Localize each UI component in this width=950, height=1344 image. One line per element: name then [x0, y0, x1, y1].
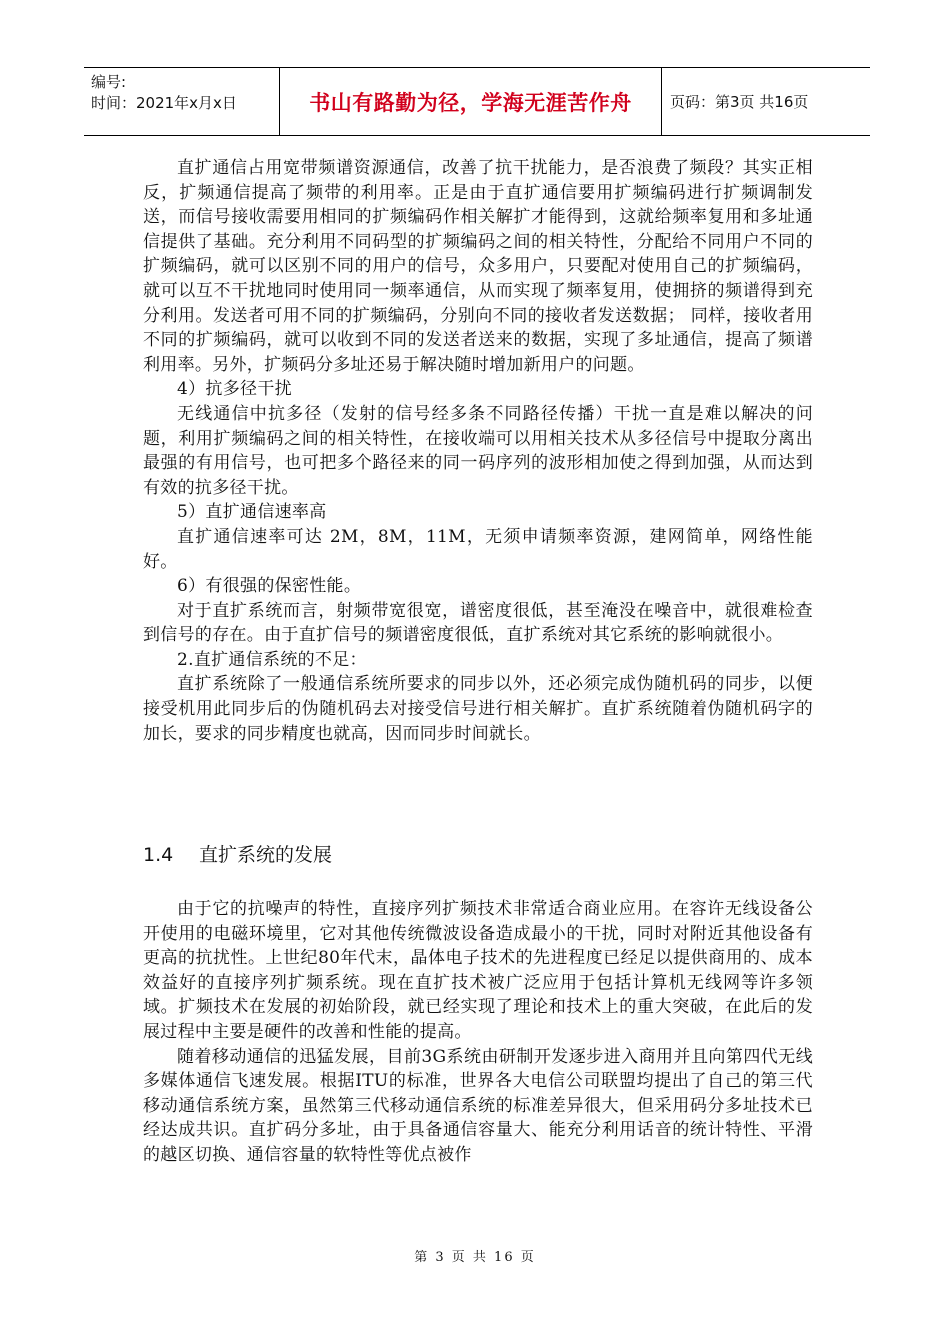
body-section-a: [143, 156, 813, 746]
item-heading-rate: 5）直扩通信速率高: [177, 502, 327, 523]
paragraph-mobile-communication: 随着移动通信的迅猛发展，目前3G系统由研制开发逐步进入商用并且向第四代无线多媒体通信飞速发展。根据ITU的标准，世界各大电信公司联盟均提出了自己的第三代移动通信系统方案，虽然第三代移动通信系统的标准差异很大，但采用码分多址技术已经达成共识。直扩码分多址，由于具备通信容量大、能充分利用话音的统计特性、平滑的越区切换、通信容量的软特性等优点被作: [143, 1046, 813, 1165]
time-label: 时间：2021年x月x日: [91, 94, 237, 112]
paragraph-shortcomings: 直扩系统除了一般通信系统所要求的同步以外，还必须完成伪随机码的同步，以便接受机用此同步后的伪随机码去对接受信号进行相关解扩。直扩系统随着伪随机码字的加长，要求的同步精度也就高，因而同步时间就长。: [143, 674, 813, 744]
paragraph-multipath: 无线通信中抗多径（发射的信号经多条不同路径传播）干扰一直是难以解决的问题，利用扩频编码之间的相关特性，在接收端可以用相关技术从多径信号中提取分离出最强的有用信号，也可把多个路径来的同一码序列的波形相加使之得到加强，从而达到有效的抗多径干扰。: [143, 403, 813, 498]
header-motto: 书山有路勤为径，学海无涯苦作舟: [280, 68, 662, 135]
paragraph-spectrum-utilization: 直扩通信占用宽带频谱资源通信，改善了抗干扰能力，是否浪费了频段？其实正相反，扩频通信提高了频带的利用率。正是由于直扩通信要用扩频编码进行扩频调制发送，而信号接收需要用相同的扩频编码作相关解扩才能得到，这就给频率复用和多址通信提供了基础。充分利用不同码型的扩频编码之间的相关特性，分配给不同用户不同的扩频编码，就可以区别不同的用户的信号，众多用户，只要配对使用自己的扩频编码，就可以互不干扰地同时使用同一频率通信，从而实现了频率复用，使拥挤的频谱得到充分利用。发送者可用不同的扩频编码，分别向不同的接收者发送数据； 同样，接收者用不同的扩频编码，就可以收到不同的发送者送来的数据，实现了多址通信，提高了频谱利用率。另外，扩频码分多址还易于解决随时增加新用户的问题。: [143, 158, 813, 375]
serial-label: 编号:: [91, 73, 127, 91]
body-section-b: [143, 897, 813, 1168]
paragraph-development: 由于它的抗噪声的特性，直接序列扩频技术非常适合商业应用。在容许无线设备公开使用的电磁环境里，它对其他传统微波设备造成最小的干扰，同时对附近其他设备有更高的抗扰性。上世纪80年代末，晶体电子技术的先进程度已经足以提供商用的、成本效益好的直接序列扩频系统。现在直扩技术被广泛应用于包括计算机无线网等许多领域。扩频技术在发展的初始阶段，就已经实现了理论和技术上的重大突破，在此后的发展过程中主要是硬件的改善和性能的提高。: [143, 899, 813, 1042]
paragraph-security: 对于直扩系统而言，射频带宽很宽，谱密度很低，甚至淹没在噪音中，就很难检查到信号的存在。由于直扩信号的频谱密度很低，直扩系统对其它系统的影响就很小。: [143, 600, 813, 646]
header-meta: [84, 68, 280, 135]
section-heading: [143, 840, 332, 867]
item-heading-shortcomings: 2.直扩通信系统的不足：: [177, 649, 367, 670]
page-header: [84, 67, 870, 136]
item-heading-security: 6）有很强的保密性能。: [177, 576, 362, 597]
item-heading-multipath: 4）抗多径干扰: [177, 379, 292, 400]
section-number: 1.4: [143, 844, 174, 866]
page-footer: 第 3 页 共 16 页: [414, 1250, 536, 1265]
section-title: 直扩系统的发展: [199, 844, 333, 866]
paragraph-rate: 直扩通信速率可达 2M，8M，11M，无须申请频率资源，建网简单，网络性能好。: [143, 526, 813, 572]
header-page-info: 页码：第3页 共16页: [670, 93, 809, 111]
